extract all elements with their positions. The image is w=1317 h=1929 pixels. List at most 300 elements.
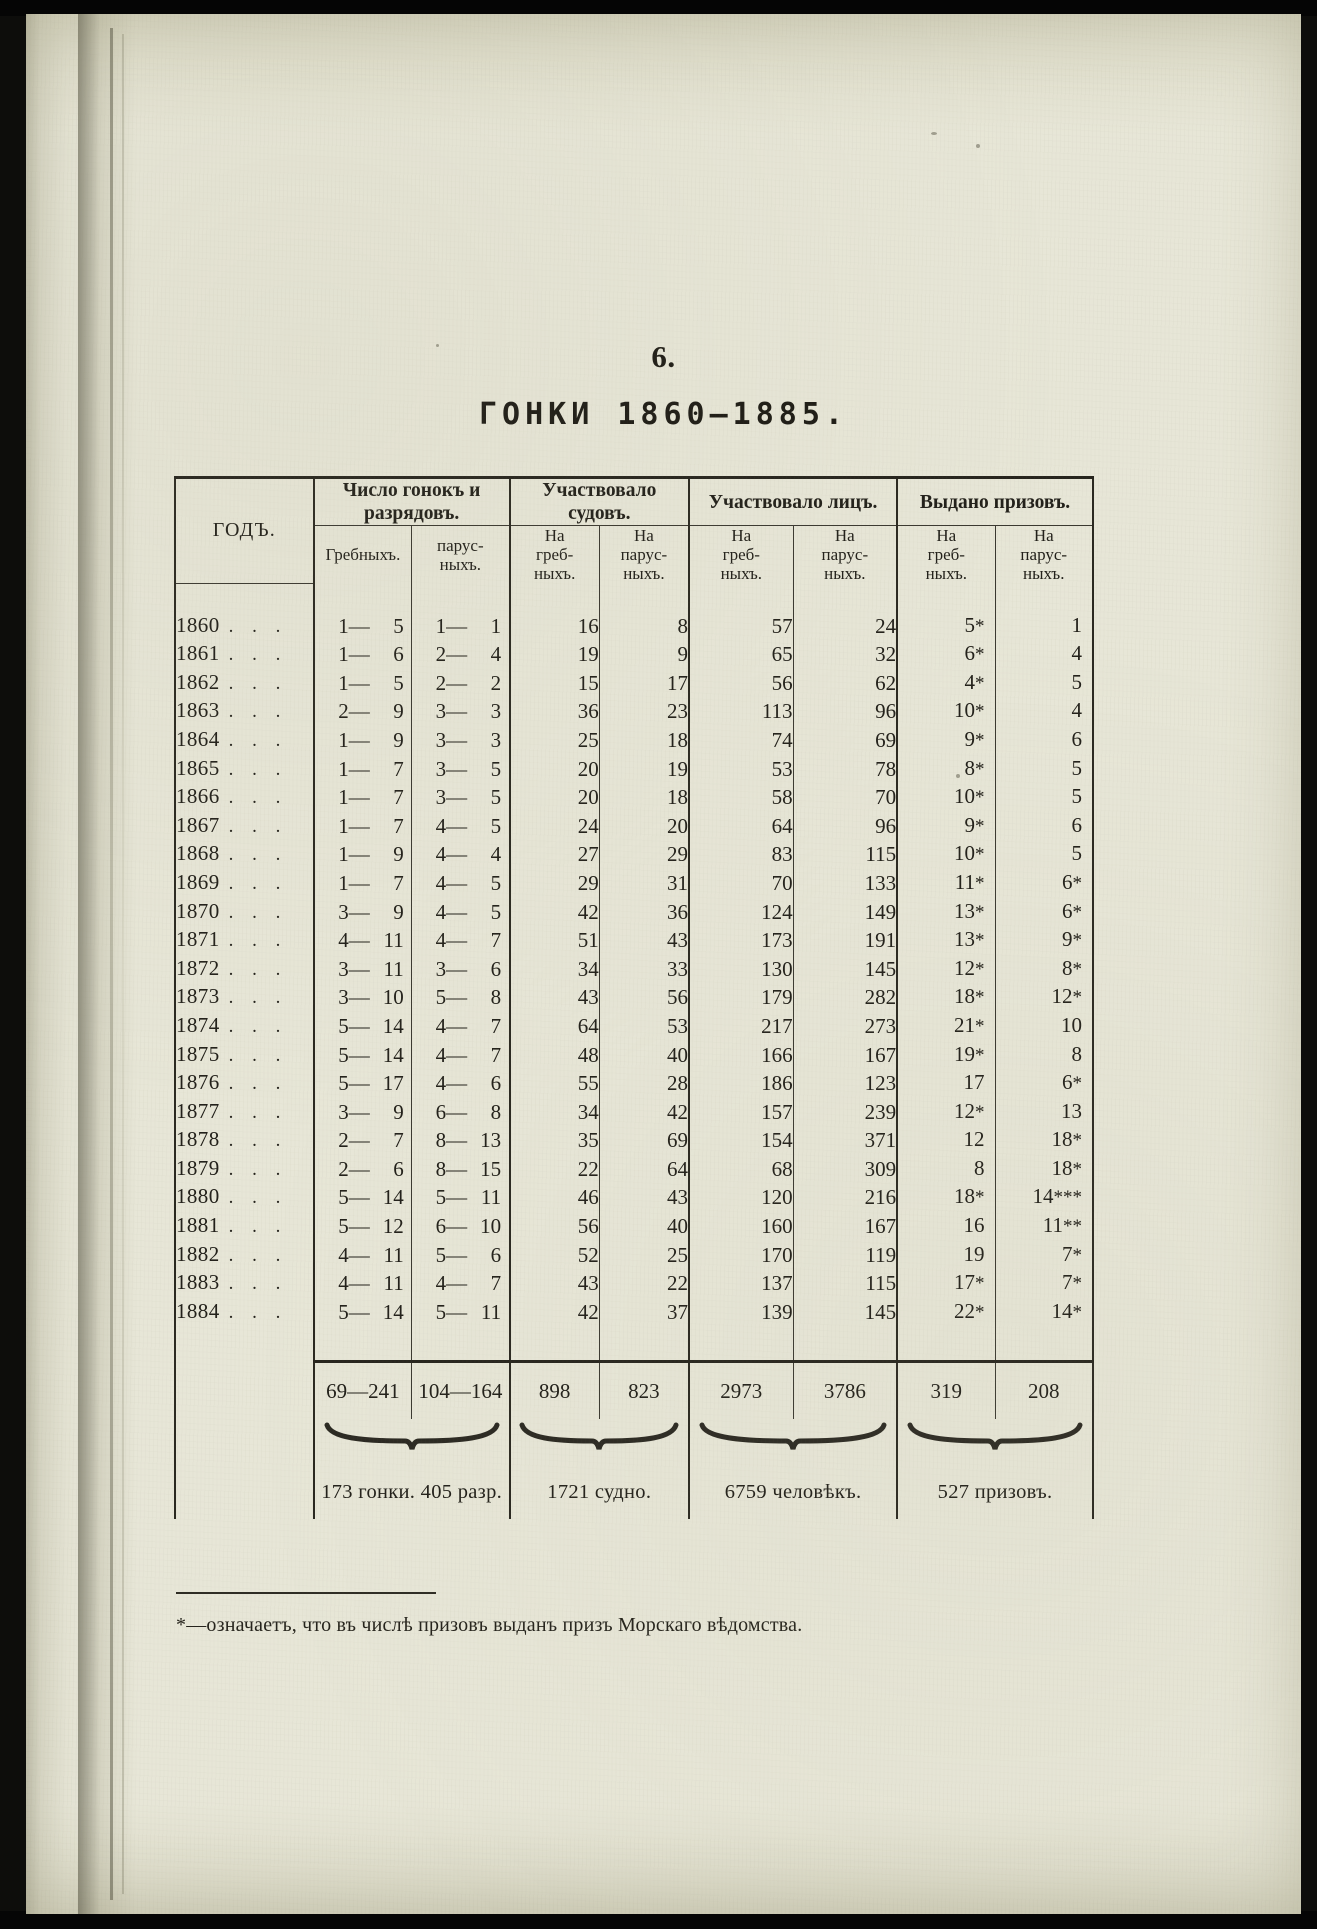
spacer-cell — [510, 1326, 600, 1362]
races-count: 1 — [435, 613, 447, 638]
cell-races-sail — [412, 1098, 510, 1127]
row-year — [175, 726, 314, 755]
asterisk-marker: * — [975, 930, 985, 952]
header-sub-line1: На — [633, 526, 654, 545]
asterisk-marker: * — [975, 701, 985, 723]
cell-persons-rowing: 173 — [689, 926, 793, 955]
cell-persons-rowing: 70 — [689, 869, 793, 898]
classes-count: 12 — [382, 1214, 404, 1239]
cell-vessels-sail: 25 — [599, 1241, 689, 1270]
dash-separator: — — [446, 1299, 468, 1324]
asterisk-marker: *** — [1053, 1187, 1082, 1209]
races-count: 5 — [338, 1042, 349, 1067]
cell-vessels-sail: 42 — [599, 1098, 689, 1127]
cell-vessels-rowing: 27 — [510, 840, 600, 869]
cell-vessels-sail: 9 — [599, 640, 689, 669]
totals-empty-year — [175, 1362, 314, 1420]
cell-races-rowing — [314, 612, 412, 641]
header-sub-line1: На — [544, 526, 565, 545]
cell-persons-sail: 96 — [793, 812, 897, 841]
table-row — [175, 669, 1093, 698]
table-row — [175, 755, 1093, 784]
year-value: 1883 — [176, 1270, 220, 1295]
year-value: 1867 — [176, 812, 220, 837]
dash-separator: — — [348, 985, 370, 1010]
header-sub-line2: парус- — [1020, 545, 1068, 565]
cell-races-rowing — [314, 840, 412, 869]
table-totals-section — [175, 1326, 1093, 1519]
classes-count: 7 — [490, 928, 502, 953]
leader-dots: . . . — [228, 930, 288, 952]
asterisk-marker: * — [975, 872, 985, 894]
asterisk-marker: * — [975, 1015, 985, 1037]
row-year — [175, 1183, 314, 1212]
footnote-rule — [176, 1592, 436, 1594]
year-value: 1875 — [176, 1041, 220, 1066]
spacer-cell — [175, 1326, 314, 1362]
table-row — [175, 1298, 1093, 1327]
dash-separator: — — [446, 899, 468, 924]
asterisk-marker: * — [975, 615, 985, 637]
cell-vessels-sail: 17 — [599, 669, 689, 698]
row-year — [175, 926, 314, 955]
row-year — [175, 1241, 314, 1270]
table-row — [175, 955, 1093, 984]
cell-prizes-rowing: 8* — [897, 755, 995, 784]
cell-races-sail — [412, 1012, 510, 1041]
cell-persons-sail: 123 — [793, 1069, 897, 1098]
cell-races-sail — [412, 697, 510, 726]
cell-persons-rowing: 137 — [689, 1269, 793, 1298]
races-count: 3 — [435, 956, 447, 981]
leader-dots: . . . — [228, 644, 288, 666]
races-count: 4 — [338, 928, 349, 953]
asterisk-marker: * — [975, 787, 985, 809]
classes-count: 9 — [393, 842, 404, 867]
cell-vessels-rowing: 48 — [510, 1041, 600, 1070]
row-year — [175, 612, 314, 641]
cell-vessels-sail: 19 — [599, 755, 689, 784]
races-count: 5 — [338, 1299, 349, 1324]
cell-vessels-rowing: 22 — [510, 1155, 600, 1184]
spacer-cell — [412, 583, 510, 612]
cell-persons-rowing: 186 — [689, 1069, 793, 1098]
row-year — [175, 1212, 314, 1241]
races-count: 5 — [338, 1071, 349, 1096]
classes-count: 7 — [393, 870, 404, 895]
cell-prizes-rowing: 12 — [897, 1126, 995, 1155]
cell-races-rowing — [314, 1126, 412, 1155]
cell-persons-sail: 62 — [793, 669, 897, 698]
cell-vessels-sail: 29 — [599, 840, 689, 869]
races-count: 6 — [435, 1214, 447, 1239]
cell-vessels-sail: 53 — [599, 1012, 689, 1041]
cell-prizes-sail: 13 — [995, 1098, 1093, 1127]
cell-races-rowing — [314, 669, 412, 698]
brace-vessels — [510, 1419, 690, 1465]
cell-persons-rowing: 160 — [689, 1212, 793, 1241]
asterisk-marker: * — [1072, 1244, 1082, 1266]
asterisk-marker: * — [975, 1301, 985, 1323]
header-sub-races-rowing: Гребныхъ. — [314, 526, 412, 584]
header-sub-races-sail — [412, 526, 510, 584]
dash-separator: — — [446, 699, 468, 724]
dash-separator: — — [446, 1128, 468, 1153]
row-year — [175, 955, 314, 984]
row-year — [175, 1012, 314, 1041]
leader-dots: . . . — [228, 901, 288, 923]
row-year — [175, 1041, 314, 1070]
cell-vessels-rowing: 34 — [510, 955, 600, 984]
cell-persons-rowing: 120 — [689, 1183, 793, 1212]
row-year — [175, 1155, 314, 1184]
cell-persons-rowing: 113 — [689, 697, 793, 726]
cell-prizes-sail: 14*** — [995, 1183, 1093, 1212]
cell-prizes-sail: 8 — [995, 1041, 1093, 1070]
classes-count: 3 — [490, 727, 502, 752]
cell-races-sail — [412, 1298, 510, 1327]
leader-dots: . . . — [228, 1101, 288, 1123]
asterisk-marker: * — [975, 844, 985, 866]
year-value: 1860 — [176, 612, 220, 637]
header-sub-line2: греб- — [722, 545, 760, 565]
cell-prizes-rowing: 17 — [897, 1069, 995, 1098]
header-sub-line2: ныхъ. — [439, 554, 482, 574]
summary-vessels: 1721 судно. — [510, 1465, 690, 1519]
page-paper — [26, 14, 1301, 1914]
section-number: 6. — [651, 339, 676, 374]
cell-persons-rowing: 56 — [689, 669, 793, 698]
dash-separator: — — [348, 670, 370, 695]
leader-dots: . . . — [228, 787, 288, 809]
asterisk-marker: * — [1072, 987, 1082, 1009]
classes-count: 11 — [480, 1185, 502, 1210]
cell-prizes-rowing: 22* — [897, 1298, 995, 1327]
summary-row — [175, 1465, 1093, 1519]
cell-prizes-sail: 4 — [995, 640, 1093, 669]
cell-prizes-sail: 4 — [995, 697, 1093, 726]
year-value: 1863 — [176, 698, 220, 723]
cell-persons-rowing: 217 — [689, 1012, 793, 1041]
total-vessels-rowing: 898 — [510, 1362, 600, 1420]
table-row — [175, 1069, 1093, 1098]
header-sub-line1: На — [834, 526, 855, 545]
header-group-vessels: Участвовало судовъ. — [510, 478, 690, 526]
classes-count: 11 — [383, 1271, 404, 1296]
totals-row — [175, 1362, 1093, 1420]
races-count: 1 — [338, 613, 349, 638]
races-count: 4 — [435, 842, 447, 867]
dash-separator: — — [348, 699, 370, 724]
classes-count: 14 — [382, 1013, 404, 1038]
table-body — [175, 583, 1093, 1326]
classes-count: 15 — [480, 1156, 502, 1181]
cell-persons-sail: 282 — [793, 983, 897, 1012]
cell-vessels-sail: 43 — [599, 1183, 689, 1212]
leader-dots: . . . — [228, 1301, 288, 1323]
spacer-cell — [793, 1326, 897, 1362]
cell-persons-sail: 78 — [793, 755, 897, 784]
spacer-cell — [897, 583, 995, 612]
cell-vessels-sail: 31 — [599, 869, 689, 898]
dash-separator: — — [348, 870, 370, 895]
dash-separator: — — [446, 756, 468, 781]
cell-persons-sail: 309 — [793, 1155, 897, 1184]
cell-persons-sail: 167 — [793, 1041, 897, 1070]
asterisk-marker: * — [1072, 1301, 1082, 1323]
classes-count: 11 — [383, 928, 404, 953]
dash-separator: — — [446, 1185, 468, 1210]
dash-separator: — — [446, 985, 468, 1010]
cell-persons-sail: 69 — [793, 726, 897, 755]
races-count: 3 — [435, 756, 447, 781]
races-count: 2 — [338, 699, 349, 724]
classes-count: 5 — [393, 613, 404, 638]
cell-vessels-rowing: 34 — [510, 1098, 600, 1127]
cell-persons-sail: 149 — [793, 898, 897, 927]
cell-races-rowing — [314, 869, 412, 898]
cell-persons-rowing: 74 — [689, 726, 793, 755]
header-sub-persons-rowing — [689, 526, 793, 584]
year-value: 1876 — [176, 1070, 220, 1095]
cell-races-sail — [412, 612, 510, 641]
dash-separator: — — [348, 1156, 370, 1181]
year-value: 1869 — [176, 869, 220, 894]
cell-prizes-sail: 11** — [995, 1212, 1093, 1241]
cell-vessels-rowing: 56 — [510, 1212, 600, 1241]
classes-count: 14 — [382, 1185, 404, 1210]
row-year — [175, 640, 314, 669]
header-sub-vessels-sail — [599, 526, 689, 584]
spacer-cell — [897, 1326, 995, 1362]
races-statistics-table — [174, 476, 1094, 1519]
dash-separator: — — [446, 813, 468, 838]
cell-races-sail — [412, 983, 510, 1012]
cell-races-sail — [412, 869, 510, 898]
table-bottom-spacer — [175, 1326, 1093, 1362]
classes-count: 6 — [490, 1071, 502, 1096]
cell-persons-rowing: 179 — [689, 983, 793, 1012]
classes-count: 17 — [382, 1071, 404, 1096]
table-row — [175, 1269, 1093, 1298]
year-value: 1872 — [176, 955, 220, 980]
asterisk-marker: * — [1072, 901, 1082, 923]
races-count: 4 — [435, 1071, 447, 1096]
header-sub-line1: На — [731, 526, 752, 545]
dash-separator: — — [446, 956, 468, 981]
cell-races-rowing — [314, 697, 412, 726]
cell-prizes-rowing: 9* — [897, 726, 995, 755]
summary-prizes: 527 призовъ. — [897, 1465, 1093, 1519]
cell-persons-rowing: 53 — [689, 755, 793, 784]
classes-count: 9 — [393, 1099, 404, 1124]
dash-separator: — — [348, 1013, 370, 1038]
cell-vessels-rowing: 43 — [510, 1269, 600, 1298]
cell-prizes-rowing: 10* — [897, 840, 995, 869]
total-races-sail: 104—164 — [412, 1362, 510, 1420]
year-value: 1864 — [176, 726, 220, 751]
row-year — [175, 755, 314, 784]
races-count: 4 — [435, 870, 447, 895]
cell-prizes-sail: 1 — [995, 612, 1093, 641]
table-row — [175, 1212, 1093, 1241]
cell-prizes-sail: 6* — [995, 869, 1093, 898]
cell-persons-rowing: 68 — [689, 1155, 793, 1184]
spacer-cell — [314, 583, 412, 612]
header-sub-line3: ныхъ. — [533, 564, 576, 584]
races-count: 5 — [338, 1013, 349, 1038]
races-count: 3 — [338, 1099, 349, 1124]
header-sub-line1: На — [936, 526, 957, 545]
cell-prizes-sail: 10 — [995, 1012, 1093, 1041]
cell-races-sail — [412, 1041, 510, 1070]
header-group-prizes: Выдано призовъ. — [897, 478, 1093, 526]
cell-vessels-rowing: 46 — [510, 1183, 600, 1212]
cell-vessels-rowing: 36 — [510, 697, 600, 726]
leader-dots: . . . — [228, 1187, 288, 1209]
dash-separator: — — [348, 1071, 370, 1096]
total-races-rowing: 69—241 — [314, 1362, 412, 1420]
races-count: 4 — [435, 1042, 447, 1067]
cell-prizes-rowing: 12* — [897, 955, 995, 984]
cell-persons-rowing: 157 — [689, 1098, 793, 1127]
races-count: 5 — [435, 1299, 447, 1324]
dash-separator: — — [446, 613, 468, 638]
asterisk-marker: * — [975, 672, 985, 694]
cell-persons-rowing: 170 — [689, 1241, 793, 1270]
row-year — [175, 1069, 314, 1098]
classes-count: 5 — [490, 813, 502, 838]
cell-vessels-rowing: 24 — [510, 812, 600, 841]
asterisk-marker: ** — [1063, 1216, 1082, 1238]
cell-prizes-rowing: 17* — [897, 1269, 995, 1298]
cell-vessels-rowing: 42 — [510, 1298, 600, 1327]
cell-races-sail — [412, 1155, 510, 1184]
asterisk-marker: * — [1072, 872, 1082, 894]
dash-separator: — — [446, 1099, 468, 1124]
spacer-cell — [412, 1326, 510, 1362]
table-row — [175, 640, 1093, 669]
cell-prizes-sail: 5 — [995, 783, 1093, 812]
cell-prizes-sail: 7* — [995, 1269, 1093, 1298]
dash-separator: — — [348, 785, 370, 810]
cell-prizes-rowing: 10* — [897, 783, 995, 812]
year-value: 1877 — [176, 1098, 220, 1123]
table-row — [175, 1155, 1093, 1184]
dash-separator: — — [446, 1271, 468, 1296]
dash-separator: — — [348, 928, 370, 953]
races-count: 1 — [338, 870, 349, 895]
total-prizes-rowing: 319 — [897, 1362, 995, 1420]
cell-prizes-rowing: 13* — [897, 926, 995, 955]
cell-races-rowing — [314, 1098, 412, 1127]
cell-prizes-rowing: 18* — [897, 983, 995, 1012]
cell-vessels-rowing: 52 — [510, 1241, 600, 1270]
asterisk-marker: * — [975, 644, 985, 666]
cell-races-rowing — [314, 640, 412, 669]
cell-prizes-sail: 9* — [995, 926, 1093, 955]
asterisk-marker: * — [1072, 1273, 1082, 1295]
cell-races-rowing — [314, 955, 412, 984]
dash-separator: — — [446, 870, 468, 895]
table-row — [175, 612, 1093, 641]
races-count: 8 — [435, 1156, 447, 1181]
spacer-cell — [689, 1326, 793, 1362]
header-sub-prizes-sail — [995, 526, 1093, 584]
spacer-cell — [314, 1326, 412, 1362]
cell-vessels-rowing: 55 — [510, 1069, 600, 1098]
cell-prizes-sail: 5 — [995, 669, 1093, 698]
cell-vessels-rowing: 25 — [510, 726, 600, 755]
header-year: ГОДЪ. — [175, 478, 314, 584]
dash-separator: — — [446, 1042, 468, 1067]
leader-dots: . . . — [228, 1044, 288, 1066]
classes-count: 1 — [490, 613, 502, 638]
dash-separator: — — [348, 613, 370, 638]
classes-count: 7 — [490, 1042, 502, 1067]
leader-dots: . . . — [228, 872, 288, 894]
summary-persons: 6759 человѣкъ. — [689, 1465, 897, 1519]
classes-count: 11 — [383, 1242, 404, 1267]
cell-races-sail — [412, 669, 510, 698]
races-count: 4 — [435, 899, 447, 924]
classes-count: 11 — [480, 1299, 502, 1324]
cell-vessels-sail: 36 — [599, 898, 689, 927]
classes-count: 7 — [490, 1271, 502, 1296]
cell-races-sail — [412, 1241, 510, 1270]
cell-prizes-rowing: 16 — [897, 1212, 995, 1241]
classes-count: 5 — [490, 785, 502, 810]
dash-separator: — — [446, 1242, 468, 1267]
summary-empty-year — [175, 1465, 314, 1519]
spacer-cell — [995, 583, 1093, 612]
cell-prizes-sail: 6 — [995, 726, 1093, 755]
dash-separator: — — [348, 1185, 370, 1210]
cell-races-rowing — [314, 1212, 412, 1241]
cell-vessels-rowing: 20 — [510, 783, 600, 812]
header-sub-vessels-rowing — [510, 526, 600, 584]
asterisk-marker: * — [1072, 1073, 1082, 1095]
cell-prizes-sail: 5 — [995, 755, 1093, 784]
cell-vessels-sail: 18 — [599, 783, 689, 812]
races-count: 2 — [435, 642, 447, 667]
cell-races-sail — [412, 926, 510, 955]
asterisk-marker: * — [975, 1187, 985, 1209]
classes-count: 5 — [393, 670, 404, 695]
cell-prizes-rowing: 12* — [897, 1098, 995, 1127]
asterisk-marker: * — [1072, 1130, 1082, 1152]
cell-persons-sail: 145 — [793, 1298, 897, 1327]
cell-vessels-sail: 22 — [599, 1269, 689, 1298]
dash-separator: — — [446, 1214, 468, 1239]
races-count: 5 — [435, 1185, 447, 1210]
cell-persons-sail: 145 — [793, 955, 897, 984]
races-count: 4 — [435, 1271, 447, 1296]
page-title: ГОНКИ 1860—1885. — [479, 397, 848, 432]
cell-persons-rowing: 58 — [689, 783, 793, 812]
header-sub-line3: ныхъ. — [824, 564, 866, 584]
cell-races-sail — [412, 1126, 510, 1155]
cell-prizes-sail: 14* — [995, 1298, 1093, 1327]
cell-races-rowing — [314, 926, 412, 955]
brace-row — [175, 1419, 1093, 1465]
table-row — [175, 783, 1093, 812]
leader-dots: . . . — [228, 729, 288, 751]
classes-count: 7 — [490, 1013, 502, 1038]
footnote-text: *—означаетъ, что въ числѣ призовъ выданъ призъ Морскаго вѣдомства. — [176, 1614, 803, 1636]
cell-prizes-sail: 7* — [995, 1241, 1093, 1270]
asterisk-marker: * — [1072, 958, 1082, 980]
